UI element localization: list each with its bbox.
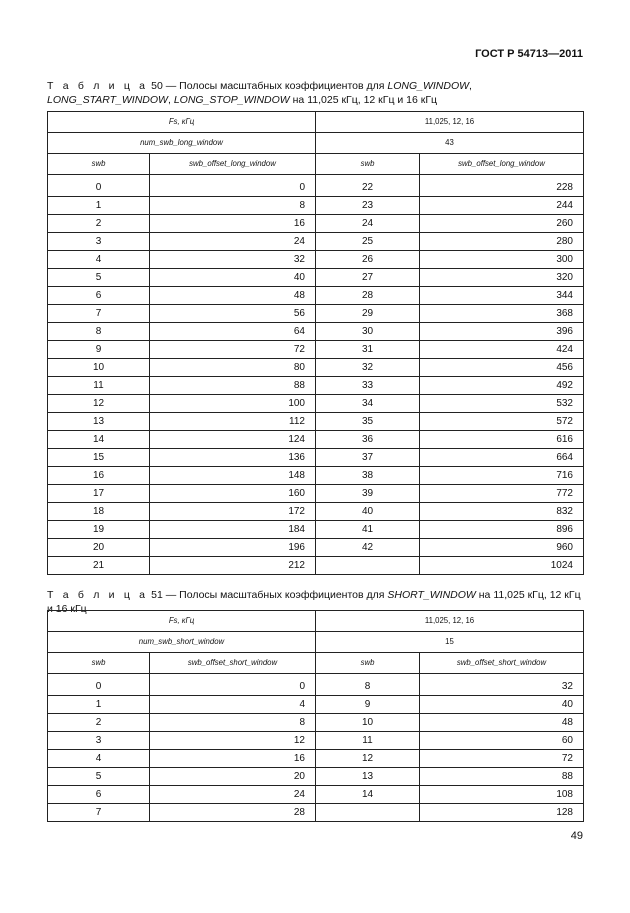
cell-swb: 41: [316, 521, 420, 539]
table-row: [48, 449, 584, 467]
cell-swb: 8: [48, 323, 150, 341]
cell-offset: 396: [420, 323, 584, 341]
cell-swb: 26: [316, 251, 420, 269]
cell-swb: 6: [48, 786, 150, 804]
cell-swb: 6: [48, 287, 150, 305]
cell-offset: 616: [420, 431, 584, 449]
caption-tail: на 11,025 кГц, 12 кГц и 16 кГц: [47, 589, 581, 615]
table-row: [48, 395, 584, 413]
cell-offset: 492: [420, 377, 584, 395]
cell-swb: 38: [316, 467, 420, 485]
caption-window-long-stop: LONG_STOP_WINDOW: [173, 94, 290, 106]
cell-offset: 128: [420, 804, 584, 822]
cell-swb: 3: [48, 233, 150, 251]
cell-swb: 1: [48, 696, 150, 714]
cell-swb: 40: [316, 503, 420, 521]
cell-swb: 24: [316, 215, 420, 233]
cell-swb: 37: [316, 449, 420, 467]
cell-offset: 0: [150, 175, 316, 197]
num-swb-value: 43: [316, 133, 584, 154]
cell-swb: 11: [316, 732, 420, 750]
table-row: [48, 786, 584, 804]
cell-swb: 13: [48, 413, 150, 431]
table-row: [48, 521, 584, 539]
cell-swb: 14: [48, 431, 150, 449]
table-row: [48, 269, 584, 287]
caption-window-long: LONG_WINDOW: [387, 80, 470, 92]
num-swb-label: num_swb_short_window: [48, 632, 316, 653]
cell-offset: 124: [150, 431, 316, 449]
caption-text: — Полосы масштабных коэффициентов для: [162, 589, 388, 601]
cell-swb: 10: [48, 359, 150, 377]
cell-offset: 1024: [420, 557, 584, 575]
cell-swb: 7: [48, 804, 150, 822]
table-row: [48, 341, 584, 359]
cell-swb: 31: [316, 341, 420, 359]
cell-offset: 572: [420, 413, 584, 431]
table-row: [48, 696, 584, 714]
cell-swb: 2: [48, 215, 150, 233]
cell-swb: 36: [316, 431, 420, 449]
cell-swb: 42: [316, 539, 420, 557]
cell-swb: 4: [48, 251, 150, 269]
caption-separator: ,: [167, 94, 174, 106]
cell-swb: 2: [48, 714, 150, 732]
cell-swb: 17: [48, 485, 150, 503]
table-row: [48, 197, 584, 215]
table-row: [48, 557, 584, 575]
cell-offset: 48: [420, 714, 584, 732]
cell-swb: 9: [316, 696, 420, 714]
cell-offset: 8: [150, 714, 316, 732]
cell-offset: 72: [150, 341, 316, 359]
table-51: [47, 610, 584, 822]
caption-window-long-start: LONG_START_WINDOW: [47, 94, 168, 106]
cell-offset: 320: [420, 269, 584, 287]
cell-offset: 960: [420, 539, 584, 557]
cell-swb: 32: [316, 359, 420, 377]
cell-offset: 108: [420, 786, 584, 804]
cell-offset: 32: [150, 251, 316, 269]
cell-offset: 16: [150, 750, 316, 768]
cell-offset: 72: [420, 750, 584, 768]
cell-swb: 39: [316, 485, 420, 503]
cell-offset: 32: [420, 674, 584, 696]
cell-offset: 8: [150, 197, 316, 215]
cell-swb: 22: [316, 175, 420, 197]
cell-offset: 88: [420, 768, 584, 786]
cell-swb: 10: [316, 714, 420, 732]
cell-swb: 28: [316, 287, 420, 305]
cell-offset: 88: [150, 377, 316, 395]
cell-swb: [316, 557, 420, 575]
cell-offset: 228: [420, 175, 584, 197]
caption-lead: Т а б л и ц а: [47, 589, 149, 601]
cell-offset: 212: [150, 557, 316, 575]
cell-offset: 244: [420, 197, 584, 215]
cell-swb: 14: [316, 786, 420, 804]
cell-offset: 20: [150, 768, 316, 786]
table-row: [48, 377, 584, 395]
caption-tail: на 11,025 кГц, 12 кГц и 16 кГц: [289, 94, 438, 106]
table-row: [48, 467, 584, 485]
cell-swb: 34: [316, 395, 420, 413]
col-header-offset: swb_offset_long_window: [150, 154, 316, 175]
fs-value: 11,025, 12, 16: [316, 112, 584, 133]
cell-swb: 4: [48, 750, 150, 768]
cell-swb: 27: [316, 269, 420, 287]
col-header-swb: swb: [316, 154, 420, 175]
cell-swb: 30: [316, 323, 420, 341]
cell-offset: 344: [420, 287, 584, 305]
table-50-caption: [47, 79, 583, 107]
caption-number: 51: [151, 589, 163, 601]
cell-offset: 148: [150, 467, 316, 485]
cell-offset: 16: [150, 215, 316, 233]
cell-offset: 56: [150, 305, 316, 323]
table-row: [48, 539, 584, 557]
col-header-offset: swb_offset_short_window: [150, 653, 316, 674]
page-number: 49: [570, 830, 583, 842]
caption-separator: ,: [469, 80, 472, 92]
caption-window-short: SHORT_WINDOW: [387, 589, 476, 601]
cell-swb: 5: [48, 768, 150, 786]
cell-offset: 4: [150, 696, 316, 714]
table-row: [48, 251, 584, 269]
caption-lead: Т а б л и ц а: [47, 80, 149, 92]
cell-offset: 40: [420, 696, 584, 714]
cell-offset: 280: [420, 233, 584, 251]
cell-swb: [316, 804, 420, 822]
table-row: [48, 750, 584, 768]
num-swb-label: num_swb_long_window: [48, 133, 316, 154]
caption-number: 50: [151, 80, 163, 92]
table-row: [48, 485, 584, 503]
table-row: [48, 431, 584, 449]
cell-offset: 136: [150, 449, 316, 467]
cell-swb: 19: [48, 521, 150, 539]
cell-swb: 3: [48, 732, 150, 750]
cell-offset: 368: [420, 305, 584, 323]
cell-swb: 8: [316, 674, 420, 696]
table-row: [48, 804, 584, 822]
cell-offset: 196: [150, 539, 316, 557]
cell-swb: 12: [316, 750, 420, 768]
cell-swb: 9: [48, 341, 150, 359]
cell-offset: 40: [150, 269, 316, 287]
cell-offset: 100: [150, 395, 316, 413]
cell-offset: 80: [150, 359, 316, 377]
col-header-swb: swb: [48, 653, 150, 674]
cell-swb: 23: [316, 197, 420, 215]
table-row: [48, 413, 584, 431]
cell-offset: 532: [420, 395, 584, 413]
fs-value: 11,025, 12, 16: [316, 611, 584, 632]
cell-swb: 11: [48, 377, 150, 395]
table-row: [48, 503, 584, 521]
table-50: [47, 111, 584, 575]
table-row: [48, 305, 584, 323]
cell-swb: 15: [48, 449, 150, 467]
col-header-offset: swb_offset_long_window: [420, 154, 584, 175]
cell-swb: 18: [48, 503, 150, 521]
table-row: [48, 732, 584, 750]
fs-label: Fs, кГц: [48, 611, 316, 632]
cell-offset: 24: [150, 786, 316, 804]
cell-offset: 260: [420, 215, 584, 233]
fs-label: Fs, кГц: [48, 112, 316, 133]
cell-swb: 12: [48, 395, 150, 413]
cell-swb: 25: [316, 233, 420, 251]
cell-offset: 24: [150, 233, 316, 251]
cell-swb: 13: [316, 768, 420, 786]
cell-offset: 300: [420, 251, 584, 269]
cell-swb: 0: [48, 674, 150, 696]
table-row: [48, 215, 584, 233]
table-50-body: [48, 175, 584, 575]
cell-swb: 20: [48, 539, 150, 557]
cell-offset: 832: [420, 503, 584, 521]
cell-offset: 28: [150, 804, 316, 822]
table-row: [48, 287, 584, 305]
cell-swb: 35: [316, 413, 420, 431]
cell-offset: 424: [420, 341, 584, 359]
table-row: [48, 714, 584, 732]
cell-offset: 160: [150, 485, 316, 503]
cell-offset: 184: [150, 521, 316, 539]
cell-swb: 1: [48, 197, 150, 215]
cell-swb: 5: [48, 269, 150, 287]
num-swb-value: 15: [316, 632, 584, 653]
standard-header: ГОСТ Р 54713—2011: [475, 48, 583, 60]
col-header-swb: swb: [316, 653, 420, 674]
cell-swb: 33: [316, 377, 420, 395]
cell-offset: 12: [150, 732, 316, 750]
cell-swb: 7: [48, 305, 150, 323]
cell-swb: 21: [48, 557, 150, 575]
cell-swb: 29: [316, 305, 420, 323]
cell-swb: 0: [48, 175, 150, 197]
table-51-body: [48, 674, 584, 822]
cell-offset: 112: [150, 413, 316, 431]
table-row: [48, 323, 584, 341]
table-row: [48, 674, 584, 696]
table-row: [48, 768, 584, 786]
table-row: [48, 359, 584, 377]
table-row: [48, 233, 584, 251]
cell-offset: 172: [150, 503, 316, 521]
col-header-swb: swb: [48, 154, 150, 175]
cell-offset: 48: [150, 287, 316, 305]
cell-offset: 0: [150, 674, 316, 696]
col-header-offset: swb_offset_short_window: [420, 653, 584, 674]
cell-offset: 896: [420, 521, 584, 539]
cell-offset: 64: [150, 323, 316, 341]
cell-offset: 456: [420, 359, 584, 377]
cell-swb: 16: [48, 467, 150, 485]
caption-text: — Полосы масштабных коэффициентов для: [162, 80, 388, 92]
cell-offset: 664: [420, 449, 584, 467]
cell-offset: 60: [420, 732, 584, 750]
cell-offset: 772: [420, 485, 584, 503]
cell-offset: 716: [420, 467, 584, 485]
table-row: [48, 175, 584, 197]
